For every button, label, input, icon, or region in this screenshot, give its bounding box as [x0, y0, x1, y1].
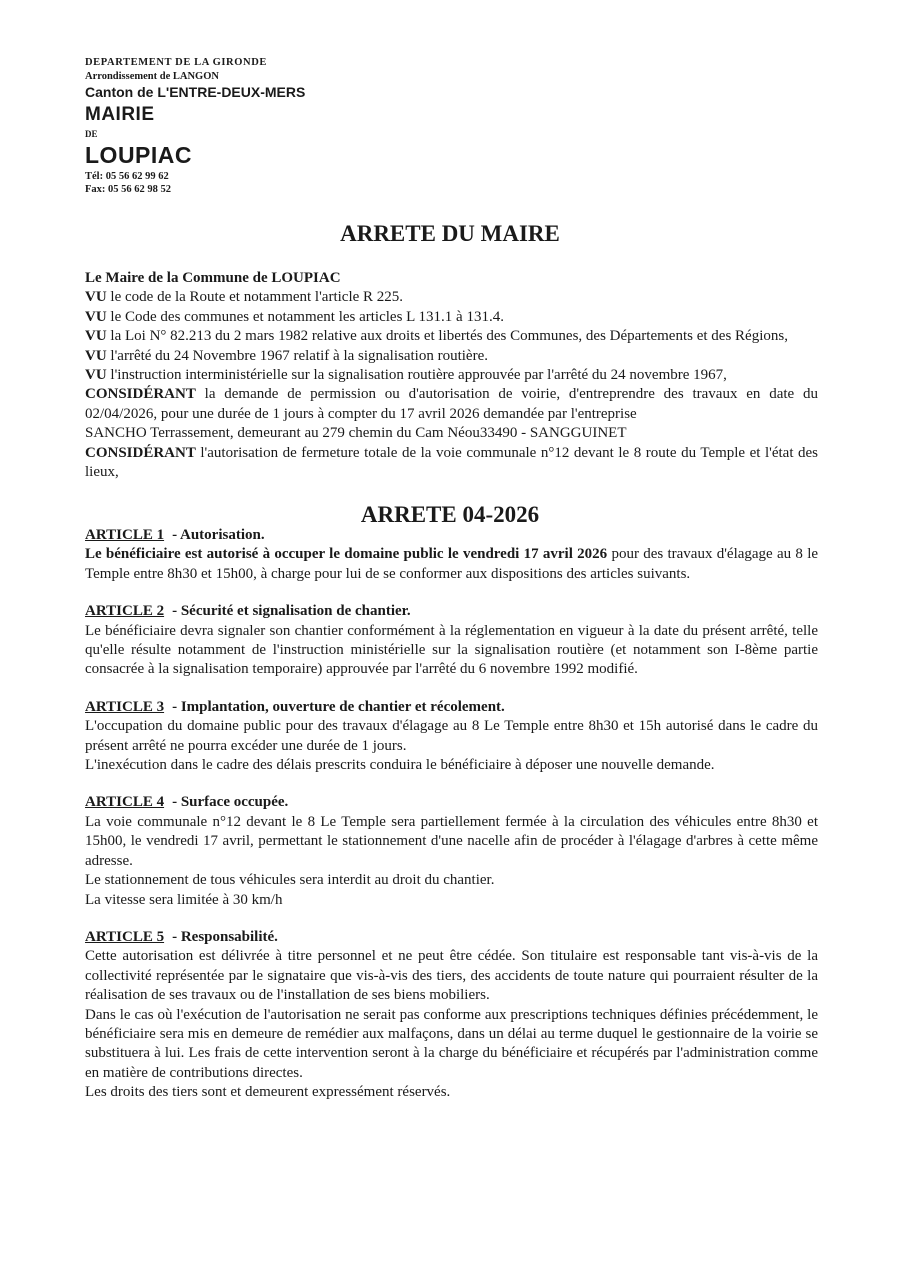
article-text: La voie communale n°12 devant le 8 Le Temple sera partiellement fermée à la circulation des véhicules entre 8h30 et 15h00, le vendredi 17 avril, permettant le stationnement d'une nacelle afin de procéder à l'élagage d'arbres à cette même adresse. — [85, 813, 818, 869]
letterhead — [85, 58, 305, 195]
article-heading: ARTICLE 3 - Implantation, ouverture de chantier et récolement. — [85, 698, 505, 715]
article-text: L'occupation du domaine public pour des travaux d'élagage au 8 Le Temple entre 8h30 et 15h autorisé dans le cadre du présent arrêté ne pourra excéder une durée de 1 jours. — [85, 718, 818, 754]
preamble-intro: Le Maire de la Commune de LOUPIAC — [85, 270, 341, 286]
considerant-line: CONSIDÉRANT la demande de permission ou d'autorisation de voirie, d'entreprendre des travaux en date du 02/04/2026, pour une durée de 1 jours à compter du 17 avril 2026 demandée par l'entreprise — [85, 386, 818, 422]
article-heading: ARTICLE 4 - Surface occupée. — [85, 794, 289, 811]
departement: DEPARTEMENT DE LA GIRONDE — [85, 57, 267, 68]
article-text: Le bénéficiaire devra signaler son chantier conformément à la réglementation en vigueur à la date du présent arrêté, telle qu'elle résulte notamment de l'instruction ministérielle sur la signalisation routière (et notamment son I-8ème partie consacrée à la signalisation temporaire) approuvée par l'arrêté du 6 novembre 1992 modifié. — [85, 622, 818, 678]
article-3 — [85, 698, 818, 776]
commune-name: LOUPIAC — [85, 142, 192, 168]
vu-line: VU l'arrêté du 24 Novembre 1967 relatif à la signalisation routière. — [85, 347, 488, 364]
considerant-line: CONSIDÉRANT l'autorisation de fermeture totale de la voie communale n°12 devant le 8 route du Temple et l'état des lieux, — [85, 444, 819, 481]
article-heading: ARTICLE 5 - Responsabilité. — [85, 928, 278, 945]
article-5 — [85, 928, 818, 1103]
article-text: Les droits des tiers sont et demeurent expressément réservés. — [85, 1084, 451, 1101]
article-text: Dans le cas où l'exécution de l'autorisation ne serait pas conforme aux prescriptions techniques définies précédemment, le bénéficiaire sera mis en demeure de remédier aux malfaçons, dans un délai au terme duquel le gestionnaire de la voirie se substituera à lui. Les frais de cette intervention seront à la charge du bénéficiaire et récupérés par l'administration comme en matière de contributions directes. — [85, 1006, 818, 1081]
article-4 — [85, 793, 818, 909]
phone-number: Tél: 05 56 62 99 62 — [85, 171, 169, 182]
article-text: La vitesse sera limitée à 30 km/h — [85, 891, 283, 908]
article-2 — [85, 602, 818, 680]
article-text: Le stationnement de tous véhicules sera interdit au droit du chantier. — [85, 872, 495, 889]
article-text: L'inexécution dans le cadre des délais prescrits conduira le bénéficiaire à déposer une nouvelle demande. — [85, 757, 715, 774]
articles — [85, 526, 818, 1103]
article-text: Le bénéficiaire est autorisé à occuper le domaine public le vendredi 17 avril 2026 pour des travaux d'élagage au 8 le Temple entre 8h30 et 15h00, à charge pour lui de se conformer aux dispositions des articles suivants. — [85, 546, 819, 582]
arrete-number: ARRETE 04-2026 — [360, 502, 540, 527]
vu-line: VU la Loi N° 82.213 du 2 mars 1982 relative aux droits et libertés des Communes, des Départements et des Régions, — [85, 328, 788, 345]
de-label: DE — [85, 129, 98, 139]
article-heading: ARTICLE 1 - Autorisation. — [85, 527, 265, 543]
article-text: Cette autorisation est délivrée à titre personnel et ne peut être cédée. Son titulaire est responsable tant vis-à-vis de la collectivité représentée par le signataire que vis-à-vis des tiers, des accidents de toute nature qui pourraient résulter de la réalisation de ses travaux ou de l'installation de ses biens mobiliers. — [85, 948, 818, 1004]
preamble — [85, 269, 818, 482]
vu-line: VU le code de la Route et notamment l'article R 225. — [85, 289, 404, 306]
arrondissement: Arrondissement de LANGON — [85, 70, 219, 82]
canton: Canton de L'ENTRE-DEUX-MERS — [85, 84, 306, 100]
company-line: SANCHO Terrassement, demeurant au 279 chemin du Cam Néou33490 - SANGGUINET — [85, 425, 627, 442]
document-title: ARRETE DU MAIRE — [340, 221, 560, 246]
vu-line: VU le Code des communes et notamment les articles L 131.1 à 131.4. — [85, 308, 504, 325]
article-heading: ARTICLE 2 - Sécurité et signalisation de chantier. — [85, 603, 411, 620]
fax-number: Fax: 05 56 62 98 52 — [85, 183, 172, 195]
vu-line: VU l'instruction interministérielle sur la signalisation routière approuvée par l'arrêté du 24 novembre 1967, — [85, 367, 727, 384]
article-1 — [85, 526, 818, 584]
mairie-label: MAIRIE — [85, 104, 155, 125]
